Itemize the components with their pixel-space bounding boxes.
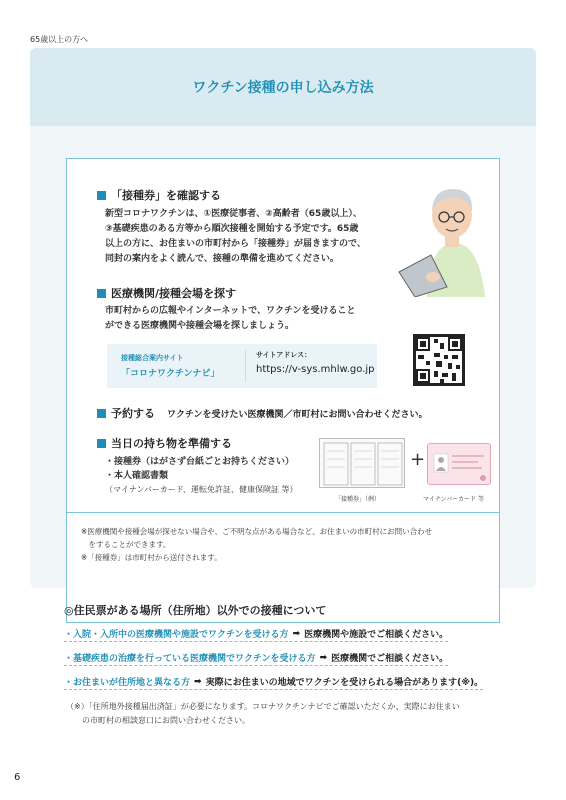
- route-chronic-condition: ・基礎疾患の治療を行っている医療機関でワクチンを受ける方 ➡ 医療機関でご相談ください。: [64, 650, 448, 666]
- site-url[interactable]: https://v-sys.mhlw.go.jp: [256, 364, 375, 375]
- ticket-caption: 「接種券」（例）: [335, 496, 381, 503]
- box-notes: ※医療機関や接種会場が探せない場合や、ご不明な点がある場合など、お住まいの市町村にお問い合わせ をすることができます。 ※「接種券」は市町村から送付されます。: [81, 527, 433, 562]
- section-heading-ticket: 「接種券」を確認する: [97, 187, 221, 203]
- outside-residence-title: ◎住民票がある場所（住所地）以外での接種について: [64, 604, 327, 617]
- arrow-right-icon: ➡: [319, 652, 328, 663]
- section-heading-find-venue: 医療機関/接種会場を探す: [97, 285, 236, 301]
- vaccination-ticket-image: [319, 438, 405, 488]
- section-body-find-venue: 市町村からの広報やインターネットで、ワクチンを受けること ができる医療機関や接種会場を探しましょう。: [105, 306, 356, 331]
- card-caption: マイナンバーカード 等: [423, 496, 484, 503]
- site-name: 「コロナワクチンナビ」: [121, 369, 220, 379]
- lower-notes: （※）「住所地外接種届出済証」が必要になります。コロナワクチンナビでご確認いただくか、実際にお住まい の市町村の相談窓口にお問い合わせください。: [66, 702, 460, 725]
- route-hospitalized: ・入院・入所中の医療機関や施設でワクチンを受ける方 ➡ 医療機関や施設でご相談ください。: [64, 626, 448, 642]
- my-number-card-image: [427, 443, 491, 485]
- square-bullet-icon: [97, 409, 106, 418]
- panel-header: [30, 48, 536, 126]
- arrow-right-icon: ➡: [292, 628, 301, 639]
- panel-title: ワクチン接種の申し込み方法: [192, 80, 374, 96]
- section-body-prepare: ・接種券（はがさず台紙ごとお持ちください） ・本人確認書類 （マイナンバーカード、運転免許証、健康保険証 等）: [105, 457, 298, 494]
- page-number: 6: [14, 772, 21, 783]
- square-bullet-icon: [97, 289, 106, 298]
- steps-box: [66, 158, 500, 623]
- square-bullet-icon: [97, 439, 106, 448]
- site-address-label: サイトアドレス：: [256, 351, 312, 359]
- site-info-box: [107, 344, 377, 388]
- route-different-address: ・お住まいが住所地と異なる方 ➡ 実際にお住まいの地域でワクチンを受けられる場合があります(※)。: [64, 674, 483, 690]
- section-body-ticket: 新型コロナワクチンは、①医療従事者、②高齢者（65歳以上）、 ③基礎疾患のある方等から順次接種を開始する予定です。65歳 以上の方に、お住まいの市町村から「接種券」が届きますので、 同封の案内をよく読んで、接種の準備を進めてください。: [105, 209, 366, 264]
- qr-code-icon[interactable]: [413, 334, 465, 386]
- senior-with-laptop-illustration: [397, 177, 497, 297]
- plus-icon: +: [410, 449, 426, 470]
- divider: [67, 512, 499, 513]
- section-heading-reserve: 予約する ワクチンを受けたい医療機関／市町村にお問い合わせください。: [97, 405, 428, 421]
- square-bullet-icon: [97, 191, 106, 200]
- page-header-label: 65歳以上の方へ: [30, 35, 89, 44]
- arrow-right-icon: ➡: [194, 676, 202, 687]
- site-label: 接種総合案内サイト: [121, 354, 184, 362]
- section-heading-prepare: 当日の持ち物を準備する: [97, 435, 232, 451]
